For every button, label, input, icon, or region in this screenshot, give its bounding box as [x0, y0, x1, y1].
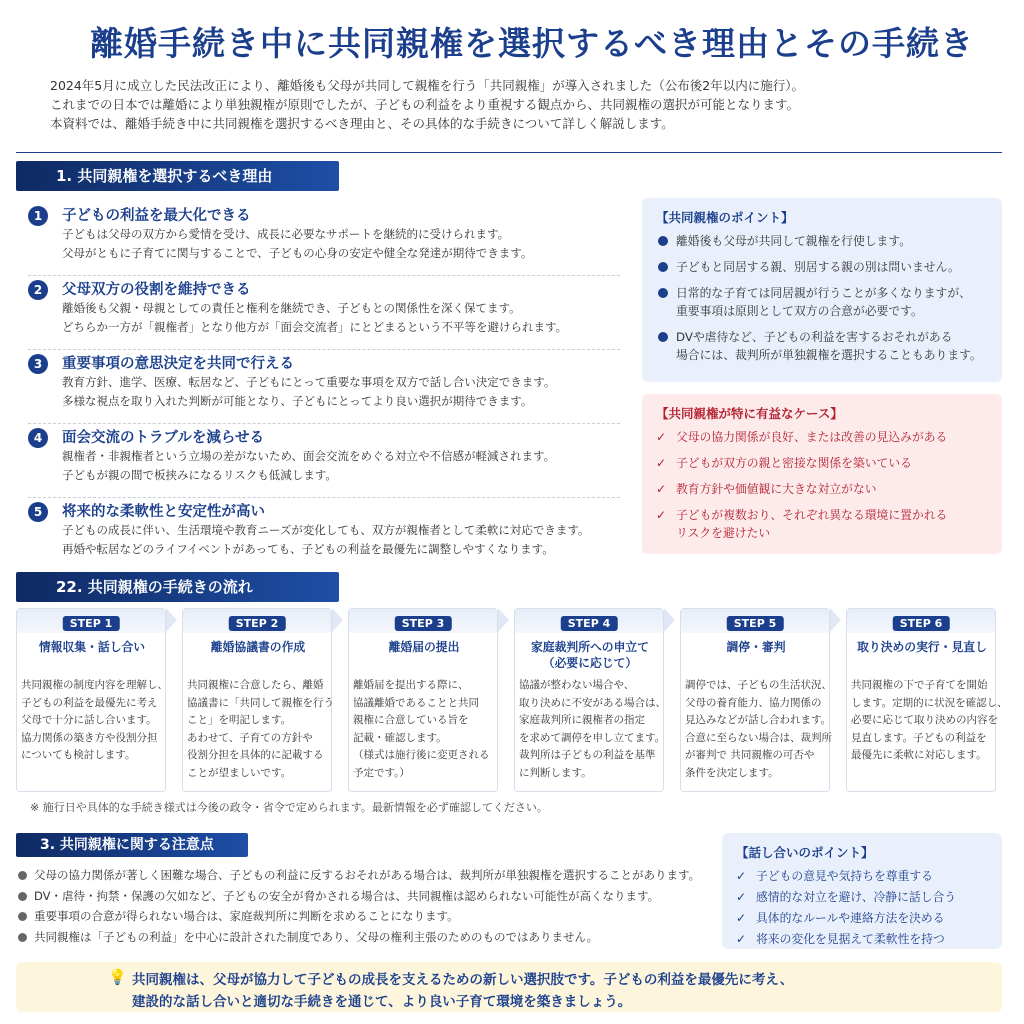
- divider: [16, 152, 1002, 153]
- number-badge: 5: [28, 502, 48, 522]
- bullet-icon: [18, 912, 27, 921]
- reason-item: [28, 276, 620, 350]
- point-item: [656, 232, 988, 250]
- step-line: あわせて、子育ての方針や: [187, 731, 313, 744]
- step-title: [681, 639, 831, 655]
- reason-line: 多様な視点を取り入れた判断が可能となり、子どもにとってより良い選択が期待できます。: [62, 394, 533, 408]
- bullet-icon: [18, 933, 27, 942]
- step-line: に判断します。: [519, 766, 592, 779]
- step-line: 見込みなどが話し合われます。: [685, 714, 832, 726]
- step-line: 役割分担を具体的に記載する: [187, 749, 324, 761]
- case-text: 父母の協力関係が良好、または改善の見込みがある: [676, 430, 948, 444]
- reason-body: [62, 521, 590, 559]
- section3-heading: 3. 共同親権に関する注意点: [16, 833, 248, 857]
- point-text: 日常的な子育ては同居親が行うことが多くなりますが、: [676, 286, 971, 300]
- reason-line: 父母がともに子育てに関与することで、子どもの心身の安定や健全な発達が期待できます。: [62, 246, 533, 260]
- point-text: 離婚後も父母が共同して親権を行使します。: [676, 234, 911, 248]
- step-body: [685, 677, 831, 782]
- step-badge: STEP 1: [63, 616, 120, 631]
- reason-line: 教育方針、進学、医療、転居など、子どもにとって重要な事項を双方で話し合い決定できます。: [62, 375, 556, 389]
- step-line: についても検討します。: [21, 749, 136, 761]
- case-item: [656, 454, 988, 472]
- closing-line: 共同親権は、父母が協力して子どもの成長を支えるための新しい選択肢です。子どもの利益を最優先に考え、: [132, 972, 794, 988]
- reason-title: 将来的な柔軟性と安定性が高い: [62, 504, 265, 520]
- point-item: [656, 284, 988, 320]
- intro-text: [50, 76, 1010, 133]
- step-title: [349, 639, 499, 655]
- footnote: ※ 施行日や具体的な手続き様式は今後の政令・省令で定められます。最新情報を必ず確認してください。: [30, 801, 548, 814]
- step-line: 親権に合意している旨を: [353, 714, 469, 726]
- check-icon: ✓: [656, 482, 667, 496]
- caution-item: [18, 865, 718, 886]
- tip-text: 具体的なルールや連絡方法を決める: [756, 911, 945, 925]
- step-title: [847, 639, 997, 655]
- arrow-right-icon: [166, 608, 177, 632]
- point-text: DVや虐待など、子どもの利益を害するおそれがある: [676, 330, 953, 344]
- tip-text: 感情的な対立を避け、冷静に話し合う: [756, 890, 957, 904]
- number-badge: 2: [28, 280, 48, 300]
- reason-item: [28, 424, 620, 498]
- step-title-line: 離婚協議書の作成: [210, 640, 306, 654]
- intro-line: これまでの日本では離婚により単独親権が原則でしたが、子どもの利益をより重視する観点から、共同親権の選択が可能となります。: [50, 97, 800, 112]
- step-line: 裁判所は子どもの利益を基準: [519, 749, 656, 761]
- tip-item: [736, 930, 988, 948]
- step-title-line: 取り決めの実行・見直し: [857, 640, 987, 654]
- step-line: 取り決めに不安がある場合は、: [519, 696, 666, 709]
- step-line: 調停では、子どもの生活状況、: [685, 679, 832, 691]
- step-line: 子どもの利益を最優先に考え: [21, 696, 158, 709]
- reason-line: 子どもの成長に伴い、生活環境や教育ニーズが変化しても、双方が親権者として柔軟に対応できます。: [62, 523, 590, 537]
- check-icon: ✓: [656, 456, 667, 470]
- step-card: [348, 608, 509, 794]
- step-line: 父母で十分に話し合います。: [21, 714, 157, 726]
- step-card: [182, 608, 343, 794]
- step-body: [851, 677, 1008, 765]
- step-card: [680, 608, 841, 794]
- step-line: 協議書に「共同して親権を行う: [187, 696, 334, 709]
- caution-text: DV・虐待・拘禁・保護の欠如など、子どもの安全が脅かされる場合は、共同親権は認められない可能性が高くなります。: [34, 888, 660, 903]
- box-title: 【共同親権のポイント】: [656, 210, 794, 225]
- closing-line: 建設的な話し合いと適切な手続きを通じて、より良い子育て環境を築きましょう。: [132, 994, 632, 1010]
- tip-text: 将来の変化を見据えて柔軟性を持つ: [756, 932, 945, 946]
- step-title: [183, 639, 333, 655]
- step-line: が審判で 共同親権の可否や: [685, 749, 815, 761]
- caution-text: 父母の協力関係が著しく困難な場合、子どもの利益に反するおそれがある場合は、裁判所が単独親権を選択することがあります。: [34, 868, 701, 882]
- step-line: 最優先に柔軟に対応します。: [851, 749, 987, 761]
- reason-body: [62, 447, 555, 485]
- intro-line: 2024年5月に成立した民法改正により、離婚後も父母が共同して親権を行う「共同親権」が導入されました（公布後2年以内に施行）。: [50, 78, 804, 93]
- check-icon: ✓: [736, 890, 747, 904]
- reason-item: [28, 350, 620, 424]
- step-line: 条件を決定します。: [685, 766, 779, 779]
- bullet-icon: [658, 262, 668, 272]
- number-badge: 4: [28, 428, 48, 448]
- step-line: 協議が整わない場合や、: [519, 679, 635, 691]
- bullet-icon: [658, 332, 668, 342]
- step-line: （様式は施行後に変更される: [353, 749, 490, 761]
- step-line: 父母の養育能力、協力関係の: [685, 696, 822, 709]
- step-line: を求めて調停を申し立てます。: [519, 731, 666, 744]
- reason-list: [28, 202, 620, 571]
- reason-line: 子どもは父母の双方から愛情を受け、成長に必要なサポートを継続的に受けられます。: [62, 227, 510, 241]
- step-line: 協議離婚であることと共同: [353, 696, 479, 709]
- step-badge: STEP 3: [395, 616, 452, 631]
- number-badge: 1: [28, 206, 48, 226]
- step-line: 共同親権の制度内容を理解し、: [21, 679, 168, 691]
- case-item: [656, 506, 988, 542]
- step-line: こと」を明記します。: [187, 714, 292, 726]
- tip-item: [736, 888, 988, 906]
- step-body: [21, 677, 167, 765]
- bullet-icon: [658, 288, 668, 298]
- reason-title: 面会交流のトラブルを減らせる: [62, 430, 264, 446]
- arrow-right-icon: [830, 608, 841, 632]
- number-badge: 3: [28, 354, 48, 374]
- case-text: 教育方針や価値観に大きな対立がない: [676, 482, 877, 496]
- tips-box: [722, 833, 1002, 949]
- points-box: [642, 198, 1002, 382]
- reason-title: 父母双方の役割を維持できる: [62, 282, 251, 298]
- reason-title: 重要事項の意思決定を共同で行える: [62, 356, 294, 372]
- case-text: 子どもが双方の親と密接な関係を築いている: [676, 456, 912, 470]
- step-title-line: 情報収集・話し合い: [38, 640, 146, 654]
- reason-line: 再婚や転居などのライフイベントがあっても、子どもの利益を最優先に調整しやすくなります。: [62, 542, 554, 556]
- box-title: 【話し合いのポイント】: [736, 845, 874, 860]
- caution-item: [18, 886, 718, 907]
- caution-list: [18, 865, 718, 947]
- case-text: リスクを避けたい: [676, 526, 771, 540]
- step-title: [515, 639, 665, 671]
- reason-line: 子どもが親の間で板挟みになるリスクも低減します。: [62, 468, 337, 482]
- point-item: [656, 258, 988, 276]
- step-line: します。定期的に状況を確認し、: [851, 696, 1008, 709]
- check-icon: ✓: [736, 911, 747, 925]
- step-body: [187, 677, 333, 782]
- step-title-line: 家庭裁判所への申立て: [531, 640, 649, 654]
- step-line: 離婚届を提出する際に、: [353, 679, 469, 691]
- step-badge: STEP 6: [893, 616, 950, 631]
- step-title: [17, 639, 167, 655]
- cases-box: [642, 394, 1002, 554]
- tip-item: [736, 867, 988, 885]
- reason-body: [62, 373, 555, 411]
- step-line: 共同親権の下で子育てを開始: [851, 679, 988, 691]
- step-card: [514, 608, 675, 794]
- case-item: [656, 480, 988, 498]
- point-text: 場合には、裁判所が単独親権を選択することもあります。: [676, 348, 982, 362]
- reason-item: [28, 498, 620, 571]
- step-card: [16, 608, 177, 794]
- step-title-line: 調停・審判: [726, 640, 786, 654]
- tip-item: [736, 909, 988, 927]
- arrow-right-icon: [664, 608, 675, 632]
- step-card: [846, 608, 1007, 794]
- bullet-icon: [658, 236, 668, 246]
- step-badge: STEP 2: [229, 616, 286, 631]
- step-line: 家庭裁判所に親権者の指定: [519, 714, 645, 726]
- check-icon: ✓: [736, 869, 747, 883]
- reason-body: [62, 299, 567, 337]
- step-badge: STEP 4: [561, 616, 618, 631]
- step-line: 記載・確認します。: [353, 731, 447, 744]
- step-title-line: （必要に応じて）: [542, 656, 638, 670]
- reason-line: 親権者・非親権者という立場の差がないため、面会交流をめぐる対立や不信感が軽減されます。: [62, 449, 556, 463]
- reason-body: [62, 225, 532, 263]
- check-icon: ✓: [656, 430, 667, 444]
- step-body: [353, 677, 499, 782]
- reason-item: [28, 202, 620, 276]
- point-text: 子どもと同居する親、別居する親の別は問いません。: [676, 260, 960, 274]
- bullet-icon: [18, 892, 27, 901]
- check-icon: ✓: [656, 508, 667, 522]
- page-title: 離婚手続き中に共同親権を選択するべき理由とその手続き: [90, 24, 974, 63]
- step-line: 予定です。）: [353, 766, 410, 779]
- case-text: 子どもが複数おり、それぞれ異なる環境に置かれる: [676, 508, 948, 522]
- check-icon: ✓: [736, 932, 747, 946]
- section1-heading: 1. 共同親権を選択するべき理由: [16, 161, 339, 191]
- closing-message: [16, 962, 1002, 1012]
- bullet-icon: [18, 871, 27, 880]
- step-title-line: 離婚届の提出: [388, 640, 460, 654]
- case-item: [656, 428, 988, 446]
- section2-heading: 22. 共同親権の手続きの流れ: [16, 572, 339, 602]
- arrow-right-icon: [332, 608, 343, 632]
- caution-item: [18, 906, 718, 927]
- box-title: 【共同親権が特に有益なケース】: [656, 406, 843, 421]
- tip-text: 子どもの意見や気持ちを尊重する: [756, 869, 933, 883]
- caution-item: [18, 927, 718, 948]
- step-line: 協力関係の築き方や役割分担: [21, 731, 158, 744]
- intro-line: 本資料では、離婚手続き中に共同親権を選択するべき理由と、その具体的な手続きについて詳しく解説します。: [50, 116, 674, 131]
- reason-line: どちらか一方が「親権者」となり他方が「面会交流者」にとどまるという不平等を避けられます。: [62, 320, 568, 334]
- step-line: 共同親権に合意したら、離婚: [187, 679, 324, 691]
- step-line: 合意に至らない場合は、裁判所: [685, 731, 832, 744]
- step-line: 必要に応じて取り決めの内容を: [851, 714, 998, 726]
- reason-title: 子どもの利益を最大化できる: [62, 208, 251, 224]
- lightbulb-icon: 💡: [108, 968, 127, 986]
- step-line: 見直します。子どもの利益を: [851, 731, 987, 744]
- caution-text: 共同親権は「子どもの利益」を中心に設計された制度であり、父母の権利主張のためのものではありません。: [34, 929, 599, 944]
- step-line: ことが望ましいです。: [187, 766, 292, 779]
- caution-text: 重要事項の合意が得られない場合は、家庭裁判所に判断を求めることになります。: [34, 909, 459, 923]
- reason-line: 離婚後も父親・母親としての責任と権利を継続でき、子どもとの関係性を深く保てます。: [62, 301, 521, 315]
- step-flow: [16, 608, 1012, 794]
- step-body: [519, 677, 665, 782]
- step-badge: STEP 5: [727, 616, 784, 631]
- point-item: [656, 328, 988, 364]
- point-text: 重要事項は原則として双方の合意が必要です。: [676, 304, 923, 318]
- arrow-right-icon: [498, 608, 509, 632]
